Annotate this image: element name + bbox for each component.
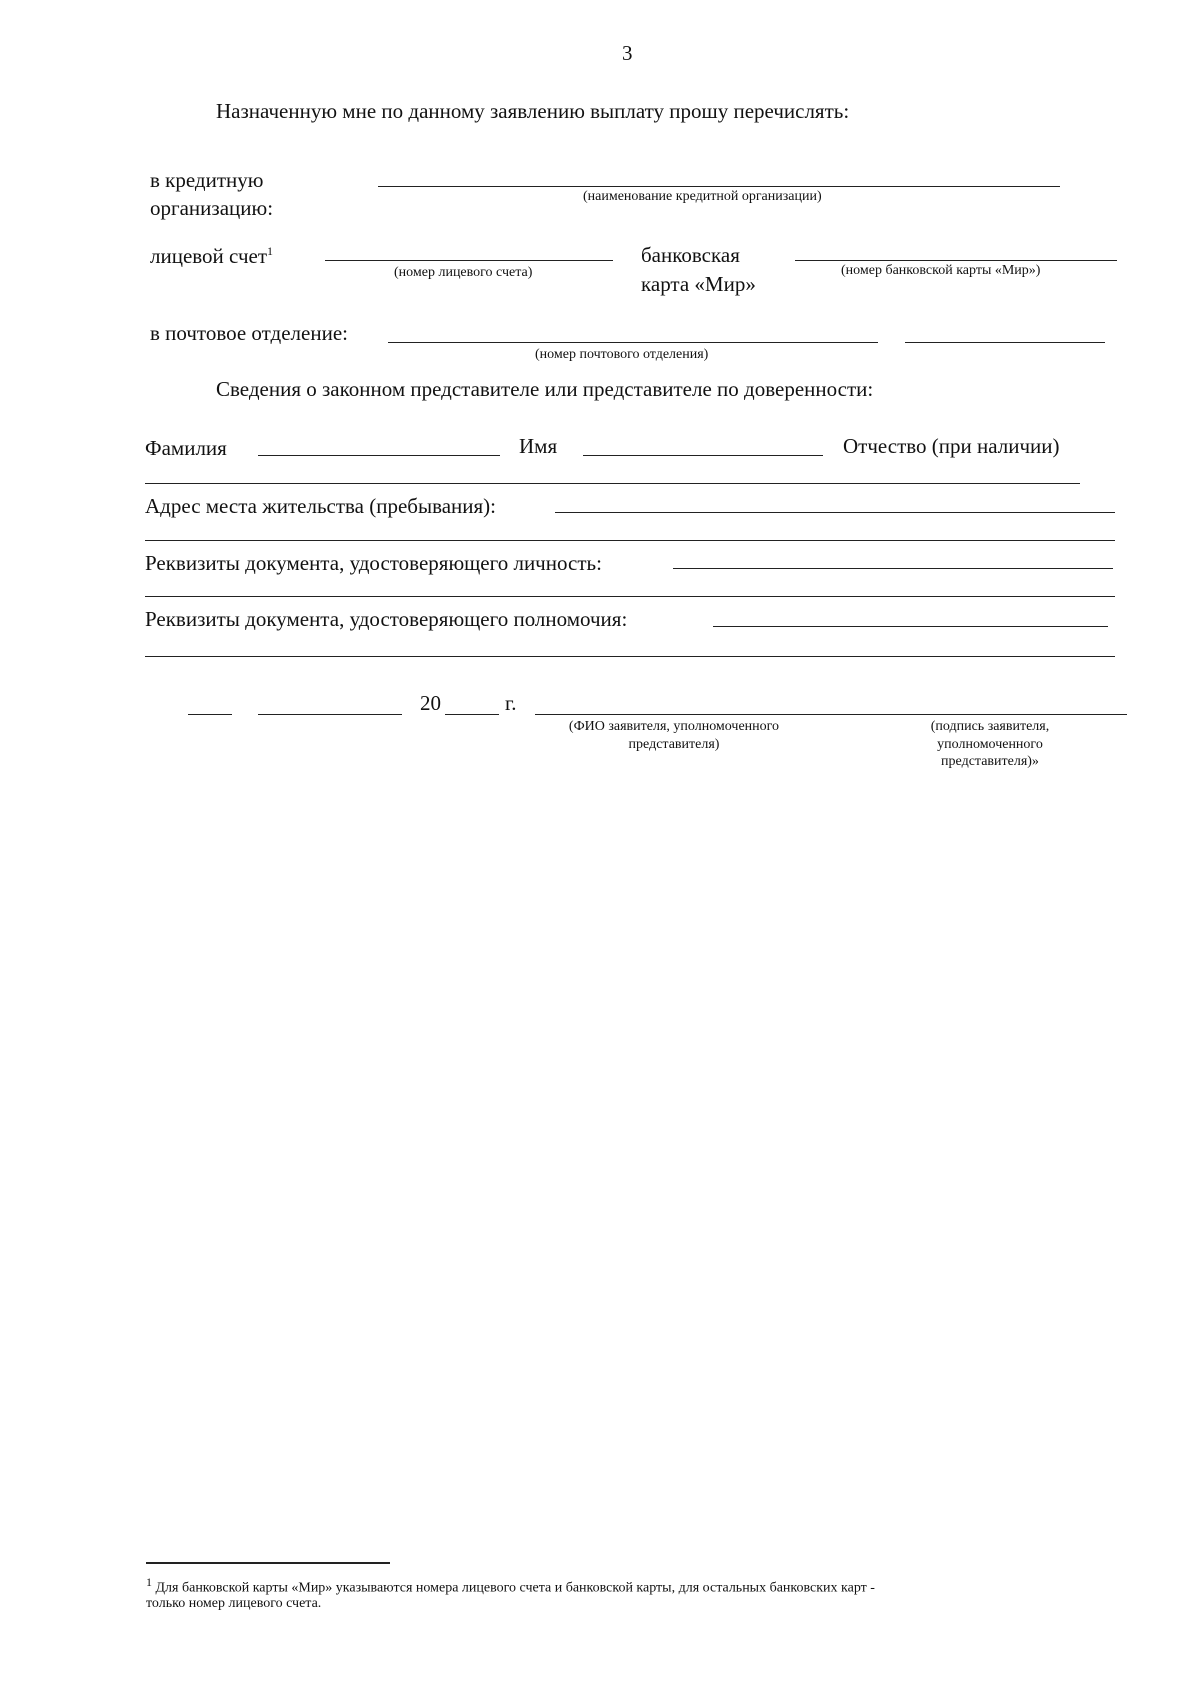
account-label [150, 243, 273, 269]
name-label: Имя [519, 434, 558, 458]
sign-caption-line2: уполномоченного [937, 736, 1043, 752]
representative-heading: Сведения о законном представителе или представителе по доверенности: [216, 377, 874, 401]
fio-caption-line2: представителя) [628, 736, 720, 752]
address-input[interactable] [555, 490, 1115, 513]
post-office-input[interactable] [388, 320, 878, 343]
credit-org-label-line1: в кредитную [150, 168, 264, 192]
address-label: Адрес места жительства (пребывания): [145, 494, 497, 518]
footnote-line1 [146, 1575, 875, 1597]
surname-input[interactable] [258, 433, 500, 456]
surname-label: Фамилия [145, 436, 227, 460]
month-input[interactable] [258, 692, 402, 715]
power-doc-input-2[interactable] [145, 634, 1115, 657]
patronymic-input[interactable] [145, 461, 1080, 484]
post-extra-input[interactable] [905, 320, 1105, 343]
sign-caption-line1: (подпись заявителя, [930, 719, 1050, 734]
id-doc-label: Реквизиты документа, удостоверяющего личность: [145, 551, 602, 575]
account-caption: (номер лицевого счета) [394, 265, 533, 280]
credit-org-label-line2: организацию: [150, 196, 274, 220]
year-suffix: г. [505, 691, 517, 715]
signature-input[interactable] [535, 692, 1127, 715]
footnote-text1: Для банковской карты «Мир» указываются номера лицевого счета и банковской карты, для остальных банковских карт - [155, 1580, 875, 1596]
fio-caption-line1: (ФИО заявителя, уполномоченного [568, 719, 780, 734]
card-label-line2: карта «Мир» [641, 272, 756, 296]
card-caption: (номер банковской карты «Мир») [841, 263, 1041, 278]
card-number-input[interactable] [795, 238, 1117, 261]
name-input[interactable] [583, 433, 823, 456]
power-doc-label: Реквизиты документа, удостоверяющего полномочия: [145, 607, 628, 631]
account-label-text: лицевой счет [150, 244, 267, 268]
address-input-2[interactable] [145, 518, 1115, 541]
id-doc-input-2[interactable] [145, 574, 1115, 597]
year-input[interactable] [445, 692, 499, 715]
power-doc-input[interactable] [713, 604, 1108, 627]
year-prefix: 20 [420, 691, 441, 715]
intro-text: Назначенную мне по данному заявлению выплату прошу перечислять: [216, 99, 850, 123]
footnote-separator [146, 1562, 390, 1564]
post-caption: (номер почтового отделения) [535, 347, 709, 362]
footnote-mark-bottom: 1 [146, 1575, 152, 1589]
footnote-mark: 1 [267, 244, 273, 258]
post-label: в почтовое отделение: [150, 321, 348, 345]
day-input[interactable] [188, 692, 232, 715]
id-doc-input[interactable] [673, 546, 1113, 569]
account-number-input[interactable] [325, 238, 613, 261]
credit-org-caption: (наименование кредитной организации) [583, 189, 822, 204]
credit-org-input[interactable] [378, 164, 1060, 187]
sign-caption [890, 718, 1090, 771]
page-number: 3 [622, 41, 633, 65]
patronymic-label: Отчество (при наличии) [843, 434, 1060, 458]
card-label-line1: банковская [641, 243, 740, 267]
sign-caption-line3: представителя)» [941, 754, 1039, 769]
footnote-line2: только номер лицевого счета. [146, 1596, 322, 1611]
fio-caption [528, 718, 820, 753]
